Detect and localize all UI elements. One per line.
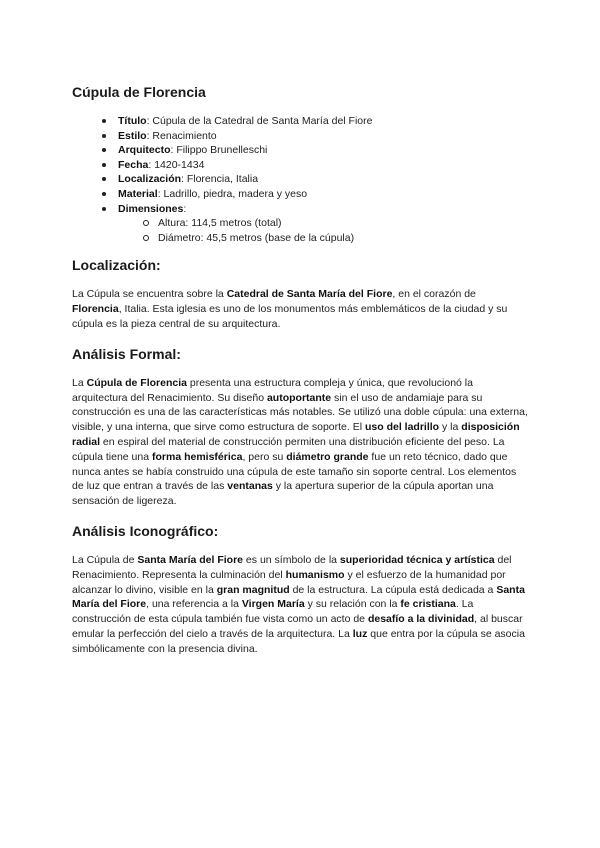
fact-label: Material — [118, 187, 158, 200]
facts-list — [72, 114, 528, 245]
text-run: , pero su — [242, 450, 287, 463]
text-run: , Italia. Esta iglesia es uno de los monumentos más emblemáticos de la ciudad y su cúpula es la pieza central de su arquitectura. — [72, 303, 508, 330]
fact-value: : Renacimiento — [146, 129, 217, 142]
fact-value: : Filippo Brunelleschi — [170, 144, 268, 157]
fact-label: Estilo — [118, 129, 147, 142]
section-heading-analisis-iconografico: Análisis Iconográfico: — [72, 522, 219, 539]
text-run: y la apertura superior de la cúpula aportan una sensación de ligereza. — [72, 480, 494, 508]
fact-value: : 1420-1434 — [148, 158, 205, 171]
fact-label: Fecha — [118, 158, 149, 171]
paragraph-analisis-formal — [72, 376, 528, 509]
text-run: de la estructura. La cúpula está dedicada a — [289, 583, 497, 596]
bold-run: desafío a la divinidad — [367, 613, 475, 626]
bold-run: Florencia — [72, 303, 119, 316]
text-run: , en el corazón de — [392, 288, 476, 301]
fact-label: Arquitecto — [118, 144, 171, 157]
bold-run: disposición radial — [72, 421, 520, 448]
text-run: La Cúpula se encuentra sobre la — [72, 288, 227, 301]
bold-run: diámetro grande — [286, 450, 369, 463]
document-title: Cúpula de Florencia — [72, 84, 206, 100]
bold-run: Catedral de Santa María del Fiore — [226, 288, 393, 301]
text-run: y su relación con la — [304, 598, 401, 611]
fact-item-fecha — [118, 158, 528, 173]
bold-run: superioridad técnica y artística — [339, 553, 495, 566]
bold-run: luz — [352, 627, 368, 640]
fact-label: Localización — [118, 173, 182, 186]
fact-item-localizacion — [118, 172, 528, 187]
fact-value: : Cúpula de la Catedral de Santa María del Fiore — [146, 115, 373, 127]
fact-label: Título — [118, 115, 147, 127]
fact-item-dimensiones — [118, 202, 528, 246]
text-run: , una referencia a la — [146, 598, 242, 611]
fact-item-titulo — [118, 114, 528, 129]
bold-run: gran magnitud — [216, 583, 290, 596]
text-run: es un símbolo de la — [243, 553, 340, 566]
section-heading-analisis-formal: Análisis Formal: — [72, 345, 181, 362]
fact-value: : Ladrillo, piedra, madera y yeso — [157, 187, 308, 200]
bold-run: fe cristiana — [400, 598, 456, 611]
text-run: , al buscar emular la perfección del cielo a través de la arquitectura. La — [72, 613, 523, 640]
fact-value: : — [183, 202, 187, 215]
fact-value: : Florencia, Italia — [181, 173, 259, 186]
fact-item-arquitecto — [118, 143, 528, 158]
text-run: sin el uso de andamiaje para su construcción es una de las características más notables. Se utilizó una doble cúpula: una externa, visible, y una interna, que sirve como estructura de soporte. El — [72, 391, 528, 434]
bold-run: uso del ladrillo — [364, 421, 440, 434]
text-run: y la — [439, 421, 462, 434]
fact-label: Dimensiones — [118, 202, 184, 215]
text-run: presenta una estructura compleja y única, que revolucionó la arquitectura del Renacimiento. Su diseño — [72, 376, 473, 404]
text-run: que entra por la cúpula se asocia simbólicamente con la presencia divina. — [72, 627, 525, 655]
paragraph-localizacion — [72, 287, 528, 331]
text-run: fue un reto técnico, dado que nunca antes se había construido una cúpula de este tamaño sin soporte central. Los elementos de luz que entran a través de las — [72, 450, 517, 493]
fact-item-estilo — [118, 129, 528, 144]
dimension-item-altura: Altura: 114,5 metros (total) — [158, 216, 528, 231]
text-run: La — [72, 376, 87, 389]
section-heading-localizacion: Localización: — [72, 257, 161, 274]
bold-run: humanismo — [285, 568, 345, 581]
bold-run: Santa María del Fiore — [72, 583, 525, 611]
text-run: y el esfuerzo de la humanidad por alcanzar lo divino, visible en la — [72, 568, 506, 596]
dimension-item-diametro: Diámetro: 45,5 metros (base de la cúpula) — [158, 231, 528, 246]
document-content — [72, 84, 528, 670]
text-run: La Cúpula de — [72, 553, 138, 566]
bold-run: autoportante — [266, 391, 332, 404]
bold-run: Virgen María — [241, 598, 305, 611]
text-run: . La construcción de esta cúpula también fue vista como un acto de — [72, 598, 474, 626]
text-run: en espiral del material de construcción permiten una distribución eficiente del peso. La cúpula tiene una — [72, 435, 505, 463]
bold-run: forma hemisférica — [151, 450, 243, 463]
bold-run: Cúpula de Florencia — [86, 376, 187, 389]
dimensions-sublist — [118, 216, 528, 245]
fact-item-material — [118, 187, 528, 202]
paragraph-analisis-iconografico — [72, 553, 528, 657]
text-run: del Renacimiento. Representa la culminación del — [72, 553, 512, 581]
bold-run: Santa María del Fiore — [137, 553, 244, 566]
bold-run: ventanas — [227, 480, 273, 493]
